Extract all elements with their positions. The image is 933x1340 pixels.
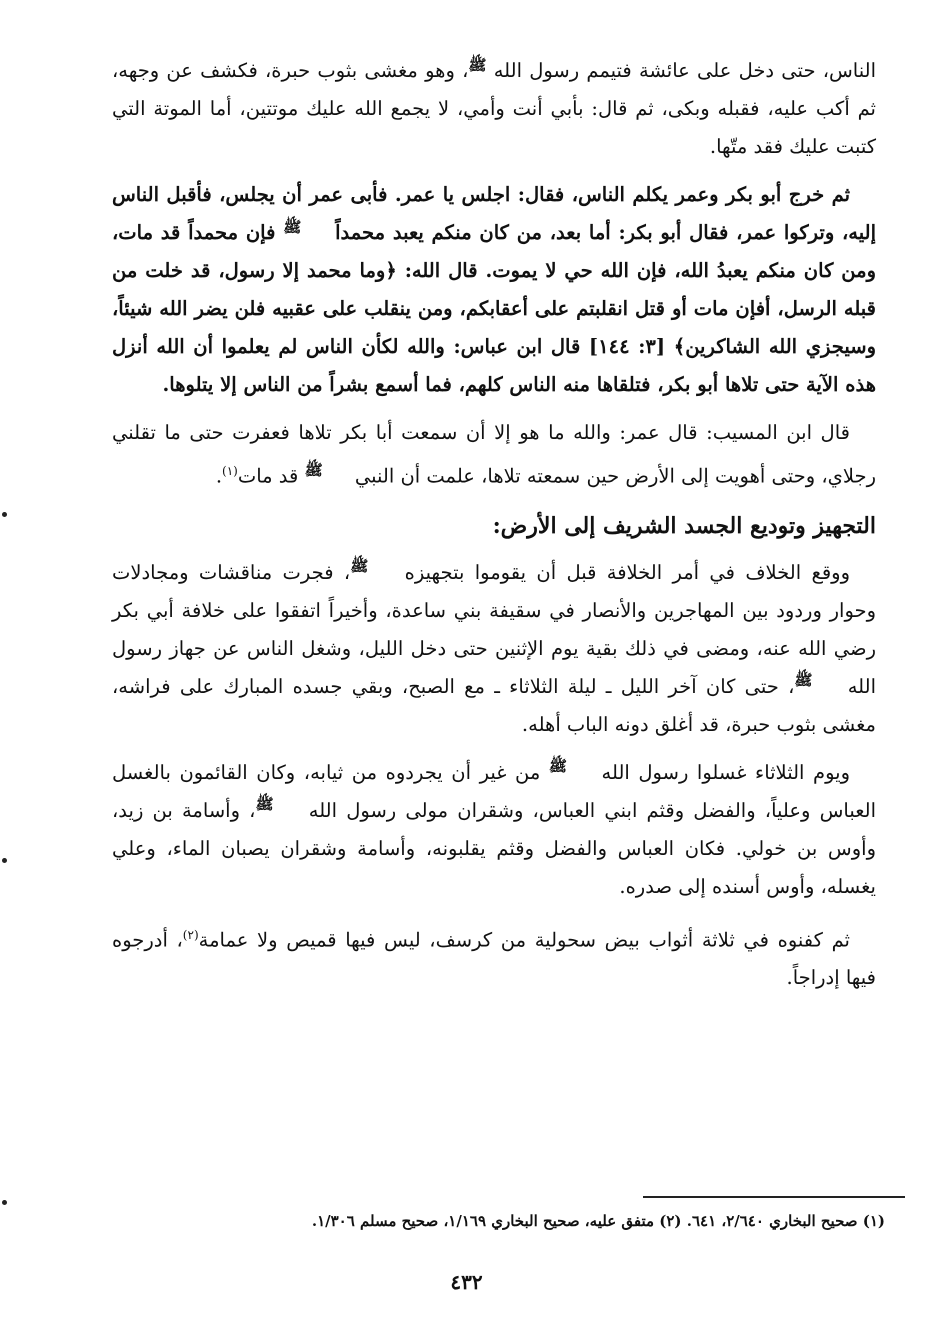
- paragraph-5: [112, 754, 876, 906]
- text-run: من غير أن يجردوه من ثيابه، وكان القائمون بالغسل العباس وعلياً، والفضل وقثم ابني العباس، وشقران مولى رسول الله: [112, 760, 876, 822]
- salawat-ligature: ﷺ: [794, 671, 813, 689]
- text-run: ويوم الثلاثاء غسلوا رسول الله: [592, 760, 850, 784]
- text-run: ووقع الخلاف في أمر الخلافة قبل أن يقوموا بتجهيزه: [394, 560, 850, 584]
- salawat-ligature: ﷺ: [548, 757, 567, 775]
- paragraph-1: [112, 52, 876, 166]
- text-run: ، وهو مغشى بثوب حبرة، فكشف عن وجهه، ثم أكب عليه، فقبله وبكى، ثم قال: بأبي أنت وأمي، لا يجمع الله عليك موتتين، أما الموتة التي كتبت عليك فقد متّها.: [112, 59, 876, 158]
- text-run: .: [215, 464, 223, 488]
- salawat-ligature: ﷺ: [468, 55, 487, 74]
- text-run: ثم كفنوه في ثلاثة أثواب بيض سحولية من كرسف، ليس فيها قميص ولا عمامة: [198, 928, 850, 951]
- salawat-ligature: ﷺ: [350, 557, 369, 575]
- footnote-divider: [643, 1196, 905, 1198]
- text-run: قال ابن المسيب: قال عمر: والله ما هو إلا أن سمعت أبا بكر تلاها فعفرت حتى ما تقلني رجلاي، وحتى أهويت إلى الأرض حين سمعته تلاها، علمت أن النبي: [112, 421, 876, 488]
- scan-speck: [2, 858, 7, 863]
- paragraph-3: [112, 414, 876, 496]
- salawat-ligature: ﷺ: [283, 217, 302, 236]
- text-run: ، حتى كان آخر الليل ـ ليلة الثلاثاء ـ مع الصبح، وبقي جسده المبارك على فراشه، مغشى بثوب حبرة، قد أغلق دونه الباب أهله.: [112, 674, 876, 736]
- scan-speck: [2, 1200, 7, 1205]
- salawat-ligature: ﷺ: [255, 795, 274, 813]
- text-run: الناس، حتى دخل على عائشة فتيمم رسول الله: [486, 59, 876, 82]
- footnote-ref-1: (١): [222, 464, 238, 478]
- paragraph-2: [112, 176, 876, 404]
- page-body: [112, 52, 876, 1312]
- salawat-ligature: ﷺ: [304, 461, 323, 479]
- text-run: ، وأسامة بن زيد، وأوس بن خولي. فكان العباس والفضل وقثم يقلبونه، وأسامة وشقران يصبان الماء، وعلي يغسله، وأوس أسنده إلى صدره.: [112, 798, 876, 898]
- section-heading: التجهيز وتوديع الجسد الشريف إلى الأرض:: [492, 512, 876, 539]
- footnotes: (١) صحيح البخاري ٢/٦٤٠، ٦٤١. (٢) متفق عليه، صحيح البخاري ١/١٦٩، صحيح مسلم ١/٣٠٦.: [311, 1212, 885, 1230]
- text-run: ، أدرجوه فيها إدراجاً.: [112, 928, 876, 989]
- page-number: ٤٣٢: [450, 1270, 483, 1294]
- paragraph-6: [112, 916, 876, 998]
- footnote-ref-2: (٢): [182, 927, 199, 942]
- text-run: ، فجرت مناقشات ومجادلات وحوار وردود بين المهاجرين والأنصار في سقيفة بني ساعدة، وأخيراً اتفقوا على خلافة أبي بكر رضي الله عنه، ومضى في ذلك بقية يوم الإثنين حتى دخل الليل، وشغل الناس عن جهاز رسول الله: [112, 560, 876, 698]
- scan-speck: [2, 512, 7, 517]
- text-run: ثم خرج أبو بكر وعمر يكلم الناس، فقال: اجلس يا عمر. فأبى عمر أن يجلس، فأقبل الناس إليه، وتركوا عمر، فقال أبو بكر: أما بعد، من كان منكم يعبد محمداً: [112, 183, 877, 244]
- paragraph-4: [112, 554, 876, 744]
- text-run: قد مات: [237, 464, 305, 488]
- text-run: فإن محمداً قد مات، ومن كان منكم يعبدُ الله، فإن الله حي لا يموت. قال الله: ﴿وما محمد إلا رسول، قد خلت من قبله الرسل، أفإن مات أو قتل انقلبتم على أعقابكم، ومن ينقلب على عقبيه فلن يضر الله شيئاً، وسيجزي الله الشاكرين﴾ [٣: ١٤٤] قال ابن عباس: والله لكأن الناس لم يعلموا أن الله أنزل هذه الآية حتى تلاها أبو بكر، فتلقاها منه الناس كلهم، فما أسمع بشراً من الناس إلا يتلوها.: [112, 221, 876, 396]
